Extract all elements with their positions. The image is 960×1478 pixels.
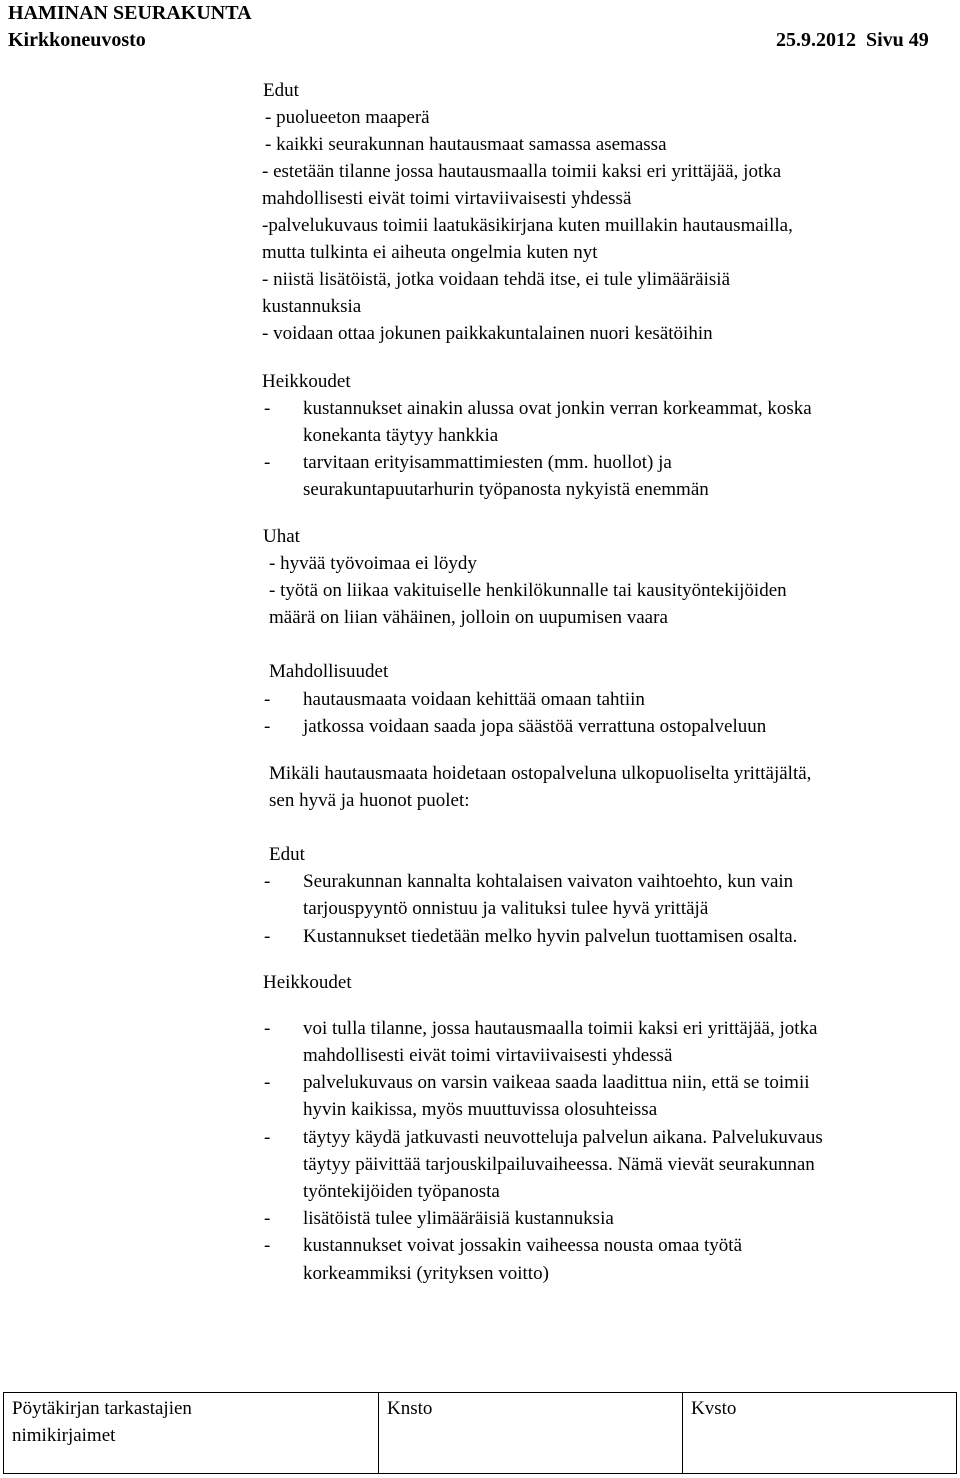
list-item: jatkossa voidaan saada jopa säästöä verrattuna ostopalveluun: [303, 716, 767, 737]
list-dash: -: [264, 452, 271, 473]
signature-cell-chair: [379, 1393, 683, 1473]
page-number: Sivu 49: [866, 29, 929, 51]
list-dash: -: [264, 398, 271, 419]
list-item: - hyvää työvoimaa ei löydy: [269, 553, 477, 574]
list-item-continuation: mahdollisesti eivät toimi virtaviivaisesti yhdessä: [262, 188, 632, 209]
list-item: kustannukset ainakin alussa ovat jonkin verran korkeammat, koska: [303, 398, 812, 419]
list-dash: -: [264, 926, 271, 947]
list-item: - työtä on liikaa vakituiselle henkilökunnalle tai kausityöntekijöiden: [269, 580, 787, 601]
list-item: täytyy käydä jatkuvasti neuvotteluja palvelun aikana. Palvelukuvaus: [303, 1127, 823, 1148]
signature-cell-examiners: [4, 1393, 379, 1473]
section-heading-edut: Edut: [263, 80, 299, 101]
list-item: lisätöistä tulee ylimääräisiä kustannuksia: [303, 1208, 614, 1229]
list-item-continuation: korkeammiksi (yrityksen voitto): [303, 1263, 549, 1284]
list-item-continuation: mahdollisesti eivät toimi virtaviivaisesti yhdessä: [303, 1045, 673, 1066]
list-item-continuation: seurakuntapuutarhurin työpanosta nykyistä enemmän: [303, 479, 709, 500]
section-heading-heikkoudet: Heikkoudet: [263, 972, 352, 993]
list-item: kustannukset voivat jossakin vaiheessa nousta omaa työtä: [303, 1235, 743, 1256]
signature-table: [3, 1392, 957, 1474]
list-item: tarvitaan erityisammattimiesten (mm. huollot) ja: [303, 452, 672, 473]
list-item: - voidaan ottaa jokunen paikkakuntalainen nuori kesätöihin: [262, 323, 713, 344]
signature-cell-secretary: [683, 1393, 956, 1473]
examiners-label-continued: nimikirjaimet: [12, 1425, 116, 1446]
list-item: - puolueeton maaperä: [265, 107, 430, 128]
list-dash: -: [264, 689, 271, 710]
secretary-label: Kvsto: [691, 1398, 737, 1419]
list-item-continuation: konekanta täytyy hankkia: [303, 425, 499, 446]
list-dash: -: [264, 1018, 271, 1039]
section-heading-uhat: Uhat: [263, 526, 300, 547]
organization-name: HAMINAN SEURAKUNTA: [8, 2, 252, 24]
list-dash: -: [264, 716, 271, 737]
section-heading-heikkoudet: Heikkoudet: [262, 371, 351, 392]
list-item-continuation: hyvin kaikissa, myös muuttuvissa olosuhteissa: [303, 1099, 658, 1120]
list-item: -palvelukuvaus toimii laatukäsikirjana kuten muillakin hautausmailla,: [262, 215, 793, 236]
list-item-continuation: täytyy päivittää tarjouskilpailuvaiheessa. Nämä vievät seurakunnan: [303, 1154, 815, 1175]
paragraph-continuation: sen hyvä ja huonot puolet:: [269, 790, 470, 811]
list-item-continuation: työntekijöiden työpanosta: [303, 1181, 500, 1202]
list-dash: -: [264, 1208, 271, 1229]
section-heading-edut: Edut: [269, 844, 305, 865]
meeting-date: 25.9.2012: [776, 29, 856, 51]
list-item: - kaikki seurakunnan hautausmaat samassa asemassa: [265, 134, 667, 155]
list-dash: -: [264, 1072, 271, 1093]
list-item: palvelukuvaus on varsin vaikeaa saada laadittua niin, että se toimii: [303, 1072, 810, 1093]
chair-label: Knsto: [387, 1398, 433, 1419]
list-item-continuation: mutta tulkinta ei aiheuta ongelmia kuten nyt: [262, 242, 598, 263]
list-item-continuation: tarjouspyyntö onnistuu ja valituksi tulee hyvä yrittäjä: [303, 898, 709, 919]
list-dash: -: [264, 1235, 271, 1256]
list-item: Kustannukset tiedetään melko hyvin palvelun tuottamisen osalta.: [303, 926, 798, 947]
list-dash: -: [264, 1127, 271, 1148]
list-item-continuation: kustannuksia: [262, 296, 362, 317]
list-dash: -: [264, 871, 271, 892]
examiners-label: Pöytäkirjan tarkastajien: [12, 1398, 192, 1419]
list-item: hautausmaata voidaan kehittää omaan tahtiin: [303, 689, 645, 710]
list-item: - niistä lisätöistä, jotka voidaan tehdä itse, ei tule ylimääräisiä: [262, 269, 731, 290]
list-item: voi tulla tilanne, jossa hautausmaalla toimii kaksi eri yrittäjää, jotka: [303, 1018, 818, 1039]
list-item-continuation: määrä on liian vähäinen, jolloin on uupumisen vaara: [269, 607, 668, 628]
section-heading-mahdollisuudet: Mahdollisuudet: [269, 661, 389, 682]
meeting-body: Kirkkoneuvosto: [8, 29, 146, 51]
list-item: - estetään tilanne jossa hautausmaalla toimii kaksi eri yrittäjää, jotka: [262, 161, 782, 182]
paragraph: Mikäli hautausmaata hoidetaan ostopalveluna ulkopuoliselta yrittäjältä,: [269, 763, 812, 784]
list-item: Seurakunnan kannalta kohtalaisen vaivaton vaihtoehto, kun vain: [303, 871, 794, 892]
